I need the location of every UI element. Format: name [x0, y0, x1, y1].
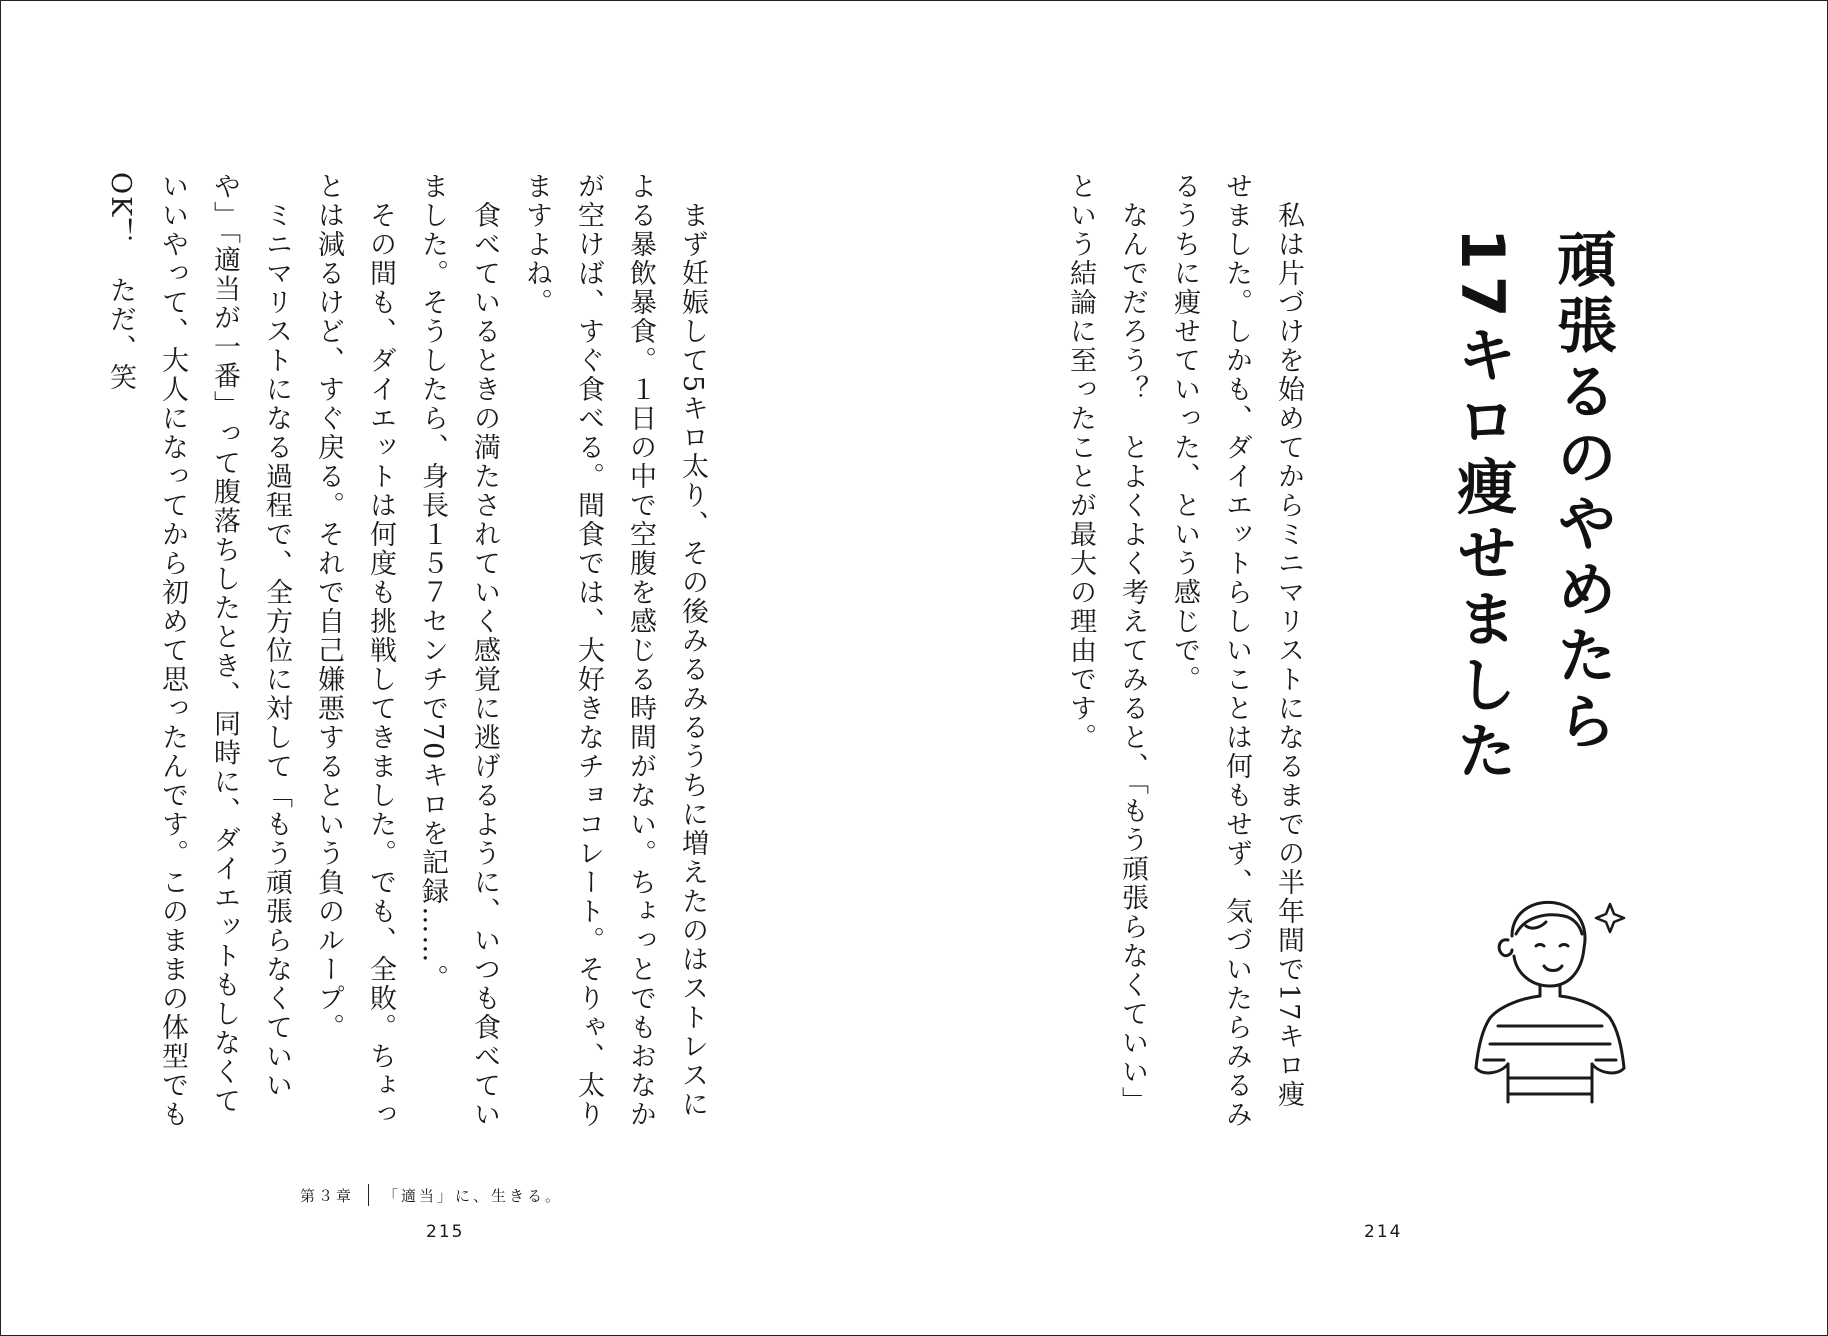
divider: [368, 1184, 369, 1206]
paragraph: まず妊娠して5キロ太り、その後みるみるうちに増えたのはストレスによる暴飲暴食。１日の中で空腹を感じる時間がない。ちょっとでもおなかが空けば、すぐ食べる。間食では、大好きなチョコレート。そりゃ、太りますよね。: [521, 172, 708, 1129]
paragraph: なんでだろう？ とよくよく考えてみると、「もう頑張らなくていい」という結論に至ったことが最大の理由です。: [1065, 172, 1148, 1116]
paragraph: 食べているときの満たされていく感覚に逃げるように、いつも食べていました。そうしたら、身長１５７センチで70キロを記録……。: [417, 172, 500, 1129]
page-number-left: 215: [426, 1222, 465, 1242]
right-page-text: [1044, 172, 1314, 1132]
title-line-2: 17キロ痩せました: [1447, 228, 1517, 786]
chapter-title: 「適当」に、生きる。: [383, 1186, 564, 1205]
paragraph: 私は片づけを始めてからミニマリストになるまでの半年間で17キロ痩せました。しかも、ダイエットらしいことは何もせず、気づいたらみるみるうちに痩せていった、という感じで。: [1169, 172, 1304, 1129]
paragraph: その間も、ダイエットは何度も挑戦してきました。でも、全敗。ちょっとは減るけど、すぐ戻る。それで自己嫌悪するという負のループ。: [313, 172, 396, 1129]
left-page-text: [105, 172, 718, 1132]
woman-in-striped-shirt-icon: [1460, 878, 1630, 1108]
paragraph: ミニマリストになる過程で、全方位に対して「もう頑張らなくていいや」「適当が一番」って腹落ちしたとき、同時に、ダイエットもしなくていいやって、大人になってから初めて思ったんです。このままの体型でもOK！ ただ、笑: [105, 172, 292, 1129]
chapter-section-title: [1447, 228, 1632, 828]
running-head: [300, 1184, 563, 1206]
title-line-1: 頑張るのやめたら: [1547, 228, 1617, 756]
page-number-right: 214: [1364, 1222, 1403, 1242]
chapter-number: 第３章: [300, 1186, 355, 1205]
